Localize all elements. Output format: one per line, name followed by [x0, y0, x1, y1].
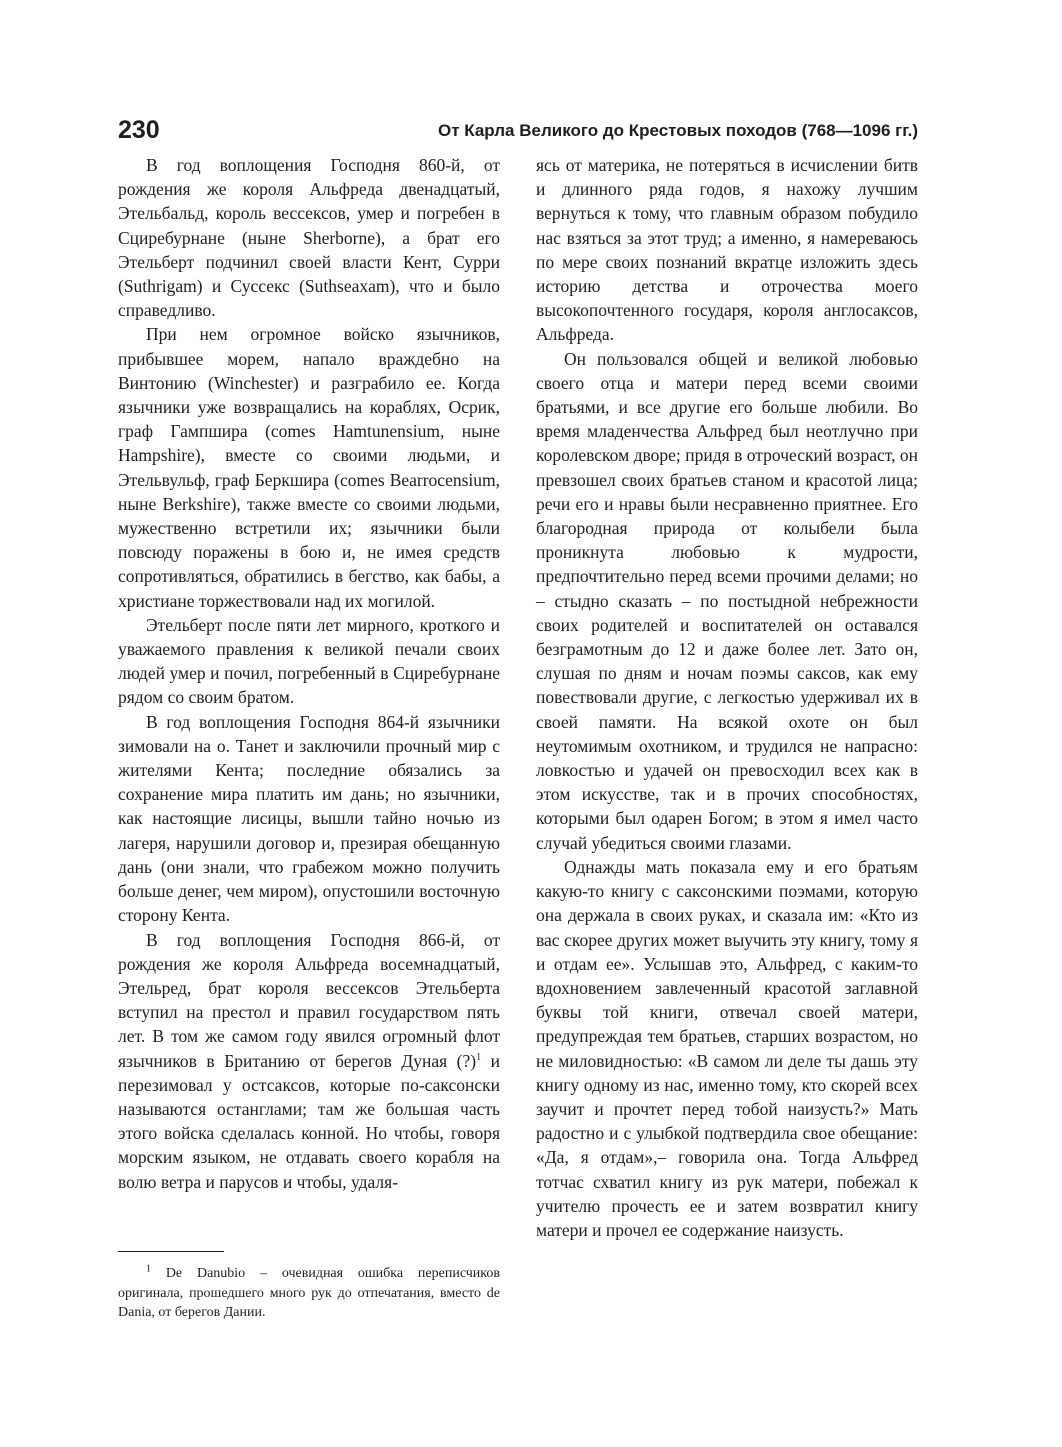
paragraph: При нем огромное войско язычников, прибывшее морем, напало враждебно на Винтонию (Winchester) и разграбило ее. Когда язычники уже возвращались на кораблях, Осрик, граф Гампшира (comes Hamtunensium, ныне Hampshire), вместе со своими людьми, и Этельвульф, граф Беркшира (comes Bearrocensium, ныне Berkshire), также вместе со своими людьми, мужественно встретили их; язычники были повсюду поражены в бою и, не имея средств сопротивляться, обратились в бегство, как бабы, а христиане торжествовали над их могилой.	[118, 324, 500, 611]
paragraph: В год воплощения Господня 860-й, от рождения же короля Альфреда двенадцатый, Этельбальд, король вессексов, умер и погребен в Сциребурнане (ныне Sherborne), а брат его Этельберт подчинил своей власти Кент, Сурри (Suthrigam) и Суссекс (Suthseaxam), что и было справедливо.	[118, 155, 500, 321]
footnote-marker: 1	[146, 1263, 151, 1275]
right-text-column	[536, 153, 918, 1242]
paragraph: В год воплощения Господня 864-й язычники зимовали на о. Танет и заключили прочный мир с жителями Кента; последние обязались за сохранение мира платить им дань; но язычники, как настоящие лисицы, вышли тайно ночью из лагеря, нарушили договор и, презирая обещанную дань (они знали, что грабежом можно получить больше денег, чем миром), опустошили восточную сторону Кента.	[118, 711, 500, 926]
paragraph: Этельберт после пяти лет мирного, кроткого и уважаемого правления к великой печали своих людей умер и почил, погребенный в Сциребурнане рядом со своим братом.	[118, 614, 500, 708]
left-text-column	[118, 153, 500, 1194]
paragraph: Однажды мать показала ему и его братьям какую-то книгу с саксонскими поэмами, которую она держала в своих руках, и сказала им: «Кто из вас скорее других может выучить эту книгу, тому я и отдам ее». Услышав это, Альфред, с каким-то вдохновением завлеченный красотой заглавной буквы той книги, отвечал своей матери, предупреждая тем братьев, старших возрастом, но не миловидностью: «В самом ли деле ты дашь эту книгу одному из нас, именно тому, кто скорей всех заучит и прочтет перед тобой наизусть?» Мать радостно и с улыбкой подтвердила свое обещание: «Да, я отдам»,– говорила она. Тогда Альфред тотчас схватил книгу из рук матери, побежал к учителю прочесть ее и затем возвратил книгу матери и прочел ее содержание наизусть.	[536, 856, 918, 1240]
page-header	[118, 113, 918, 149]
running-title: От Карла Великого до Крестовых походов (768—1096 гг.)	[437, 121, 918, 140]
paragraph-text: и перезимовал у остсаксов, которые по-саксонски называются останглами; там же большая часть этого войска сделалась конной. Но чтобы, говоря морским языком, не отдавать своего корабля на волю ветра и парусов и чтобы, удаля-	[118, 1050, 500, 1192]
page-number: 230	[118, 116, 160, 144]
paragraph-text: В год воплощения Господня 866-й, от рождения же короля Альфреда восемнадцатый, Этельред, брат короля вессексов Этельберта вступил на престол и правил государством пять лет. В том же самом году явился огромный флот язычников в Британию от берегов Дуная (?)	[118, 929, 500, 1071]
footnote	[118, 1264, 500, 1323]
paragraph-continuation: ясь от материка, не потеряться в исчислении битв и длинного ряда годов, я нахожу лучшим вернуться к тому, что главным образом побудило нас взяться за этот труд; а именно, я намереваюсь по мере своих познаний вкратце изложить здесь историю детства и отрочества моего высокопочтенного государя, короля англосаксов, Альфреда.	[536, 155, 918, 345]
footnote-divider	[118, 1251, 224, 1252]
footnote-text: De Danubio – очевидная ошибка переписчиков оригинала, прошедшего много рук до отпечатания, вместо de Dania, от берегов Дании.	[118, 1266, 500, 1320]
paragraph-with-footnote-ref	[118, 928, 500, 1194]
footnote-reference[interactable]: 1	[476, 1051, 482, 1063]
paragraph: Он пользовался общей и великой любовью своего отца и матери перед всеми своими братьями, и все другие его больше любили. Во время младенчества Альфред был неотлучно при королевском дворе; придя в отроческий возраст, он превзошел своих братьев станом и красотой лица; речи его и нравы были несравненно приятнее. Его благородная природа от колыбели была проникнута любовью к мудрости, предпочтительно перед всеми прочими делами; но – стыдно сказать – по постыдной небрежности своих родителей и воспитателей он оставался безграмотным до 12 и даже более лет. Зато он, слушая по дням и ночам поэмы саксов, как ему повествовали другие, с легкостью удерживал их в своей памяти. На всякой охоте он был неутомимым охотником, и трудился не напрасно: ловкостью и удачей он превосходил всех как в этом искусстве, так и в прочих способностях, которыми был одарен Богом; в этом я имел часто случай убедиться своими глазами.	[536, 348, 918, 853]
